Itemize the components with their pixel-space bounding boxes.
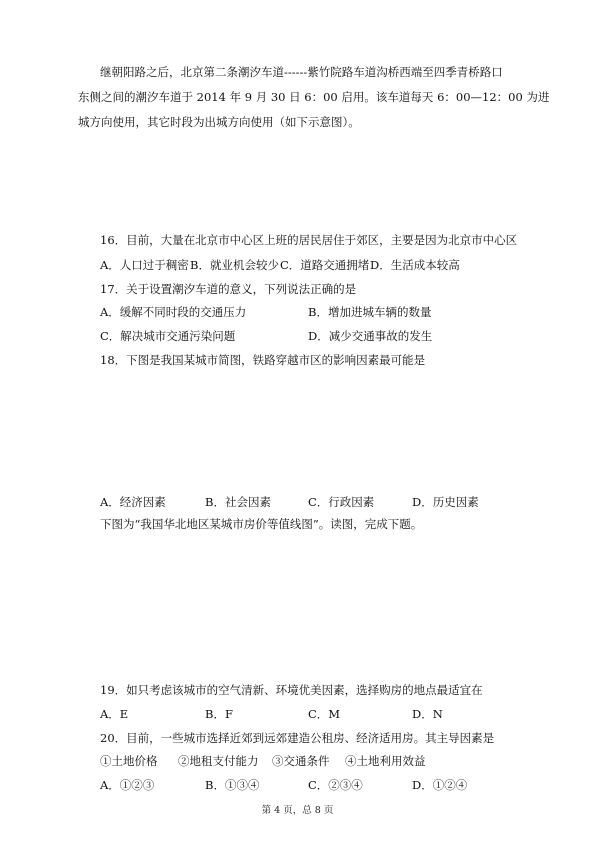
house-price-contour-figure-placeholder — [100, 540, 520, 670]
q16-option-d: D．生活成本较高 — [370, 258, 460, 272]
q16-option-b: B．就业机会较少 — [190, 258, 279, 272]
question-20-stem: 20．目前，一些城市选择近郊到远郊建造公租房、经济适用房。其主导因素是 — [100, 731, 495, 745]
question-17-stem: 17．关于设置潮汐车道的意义，下列说法正确的是 — [100, 282, 357, 296]
q19-option-d: D．N — [412, 707, 443, 721]
question-18-stem: 18．下图是我国某城市简图，铁路穿越市区的影响因素最可能是 — [100, 353, 426, 367]
q19-option-a: A．E — [100, 707, 129, 721]
question-16-stem: 16．目前，大量在北京市中心区上班的居民居住于郊区，主要是因为北京市中心区 — [100, 233, 518, 247]
q19-option-b: B．F — [205, 707, 233, 721]
q18-option-a: A．经济因素 — [100, 495, 166, 509]
q18-option-d: D．历史因素 — [412, 495, 479, 509]
page-footer: 第 4 页，总 8 页 — [261, 805, 334, 816]
question-19-stem: 19．如只考虑该城市的空气清新、环境优美因素，选择购房的地点最适宜在 — [100, 683, 483, 697]
q17-option-a: A．缓解不同时段的交通压力 — [100, 305, 247, 319]
q18-option-b: B．社会因素 — [205, 495, 271, 509]
q20-option-c: C．②③④ — [308, 778, 363, 792]
q20-option-d: D．①②④ — [412, 778, 468, 792]
q16-option-c: C．道路交通拥堵 — [280, 258, 370, 272]
q19-option-c: C．M — [308, 707, 341, 721]
q20-option-b: B．①③④ — [205, 778, 260, 792]
tidal-lane-figure-placeholder — [100, 140, 520, 225]
q20-factor-2: ②地租支付能力 — [178, 754, 259, 768]
q20-option-a: A．①②③ — [100, 778, 155, 792]
q20-factor-3: ③交通条件 — [272, 754, 330, 768]
intro-line-1: 继朝阳路之后，北京第二条潮汐车道------紫竹院路车道沟桥西端至四季青桥路口 — [100, 65, 503, 79]
q17-option-b: B．增加进城车辆的数量 — [308, 305, 432, 319]
intro-line-2: 东侧之间的潮汐车道于 2014 年 9 月 30 日 6：00 启用。该车道每天 6：00—12：00 为进 — [78, 90, 550, 104]
q20-factor-1: ①土地价格 — [100, 754, 158, 768]
q18-option-c: C．行政因素 — [308, 495, 375, 509]
q16-option-a: A．人口过于稠密 — [100, 258, 189, 272]
q20-factor-4: ④土地利用效益 — [345, 754, 426, 768]
city-map-figure-placeholder — [100, 375, 520, 485]
q17-option-c: C．解决城市交通污染问题 — [100, 329, 236, 343]
q17-option-d: D．减少交通事故的发生 — [308, 329, 433, 343]
intro-line-3: 城方向使用，其它时段为出城方向使用（如下示意图）。 — [78, 115, 360, 129]
housing-price-intro: 下图为“我国华北地区某城市房价等值线图”。读图，完成下题。 — [100, 517, 423, 531]
